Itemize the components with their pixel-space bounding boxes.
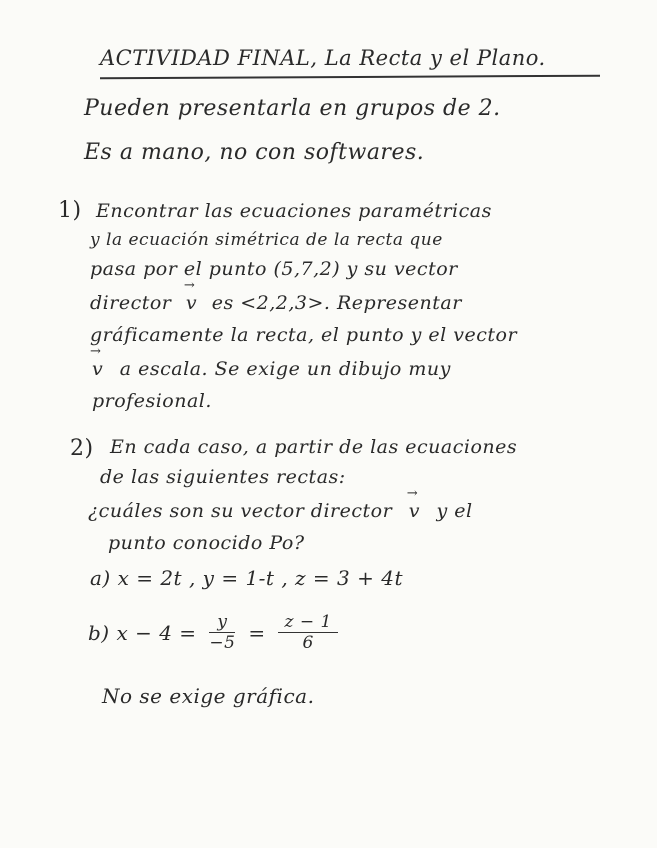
page-title: ACTIVIDAD FINAL, La Recta y el Plano.: [100, 46, 546, 70]
q1-line-6: [92, 358, 451, 380]
q1-line-7: profesional.: [92, 390, 212, 412]
fraction-y-num: y: [209, 612, 235, 633]
vector-v: → v: [92, 358, 103, 380]
q2-line-4: punto conocido Po?: [108, 532, 305, 554]
fraction-y-den: −5: [209, 633, 236, 653]
q2-eq-a: a) x = 2t , y = 1-t , z = 3 + 4t: [90, 566, 404, 590]
q1-number: 1): [58, 198, 82, 223]
title-underline: [100, 75, 600, 79]
q2-line-1: En cada caso, a partir de las ecuaciones: [110, 436, 518, 458]
fraction-y: [209, 612, 235, 653]
q1-scale-text: a escala. Se exige un dibujo muy: [119, 358, 451, 380]
fraction-z-num: z − 1: [278, 612, 337, 633]
q1-line-2: y la ecuación simétrica de la recta que: [90, 230, 443, 250]
q2-line-3: [88, 500, 473, 522]
q1-director-value: es <2,2,3>. Representar: [211, 292, 462, 314]
q2-question-tail: y el: [436, 500, 473, 522]
q2-number: 2): [70, 436, 94, 461]
q1-line-3: pasa por el punto (5,7,2) y su vector: [90, 258, 458, 280]
vector-v: → v: [186, 292, 197, 314]
q2-eq-b: [88, 612, 344, 653]
q2-eq-b-label: b) x − 4 =: [88, 620, 197, 645]
vector-v: → v: [409, 500, 420, 522]
q2-eq-b-equals: =: [248, 620, 266, 645]
fraction-z: [278, 612, 337, 653]
q1-line-5: gráficamente la recta, el punto y el vector: [90, 324, 518, 346]
q2-question-text: ¿cuáles son su vector director: [88, 500, 393, 522]
intro-line-1: Pueden presentarla en grupos de 2.: [84, 96, 501, 121]
q1-director-label: director: [90, 292, 172, 314]
fraction-z-den: 6: [302, 633, 314, 653]
q2-line-2: de las siguientes rectas:: [100, 466, 346, 488]
q2-note: No se exige gráfica.: [102, 684, 315, 708]
q1-line-4: [90, 292, 462, 314]
q1-line-1: Encontrar las ecuaciones paramétricas: [96, 200, 492, 222]
intro-line-2: Es a mano, no con softwares.: [84, 140, 425, 165]
